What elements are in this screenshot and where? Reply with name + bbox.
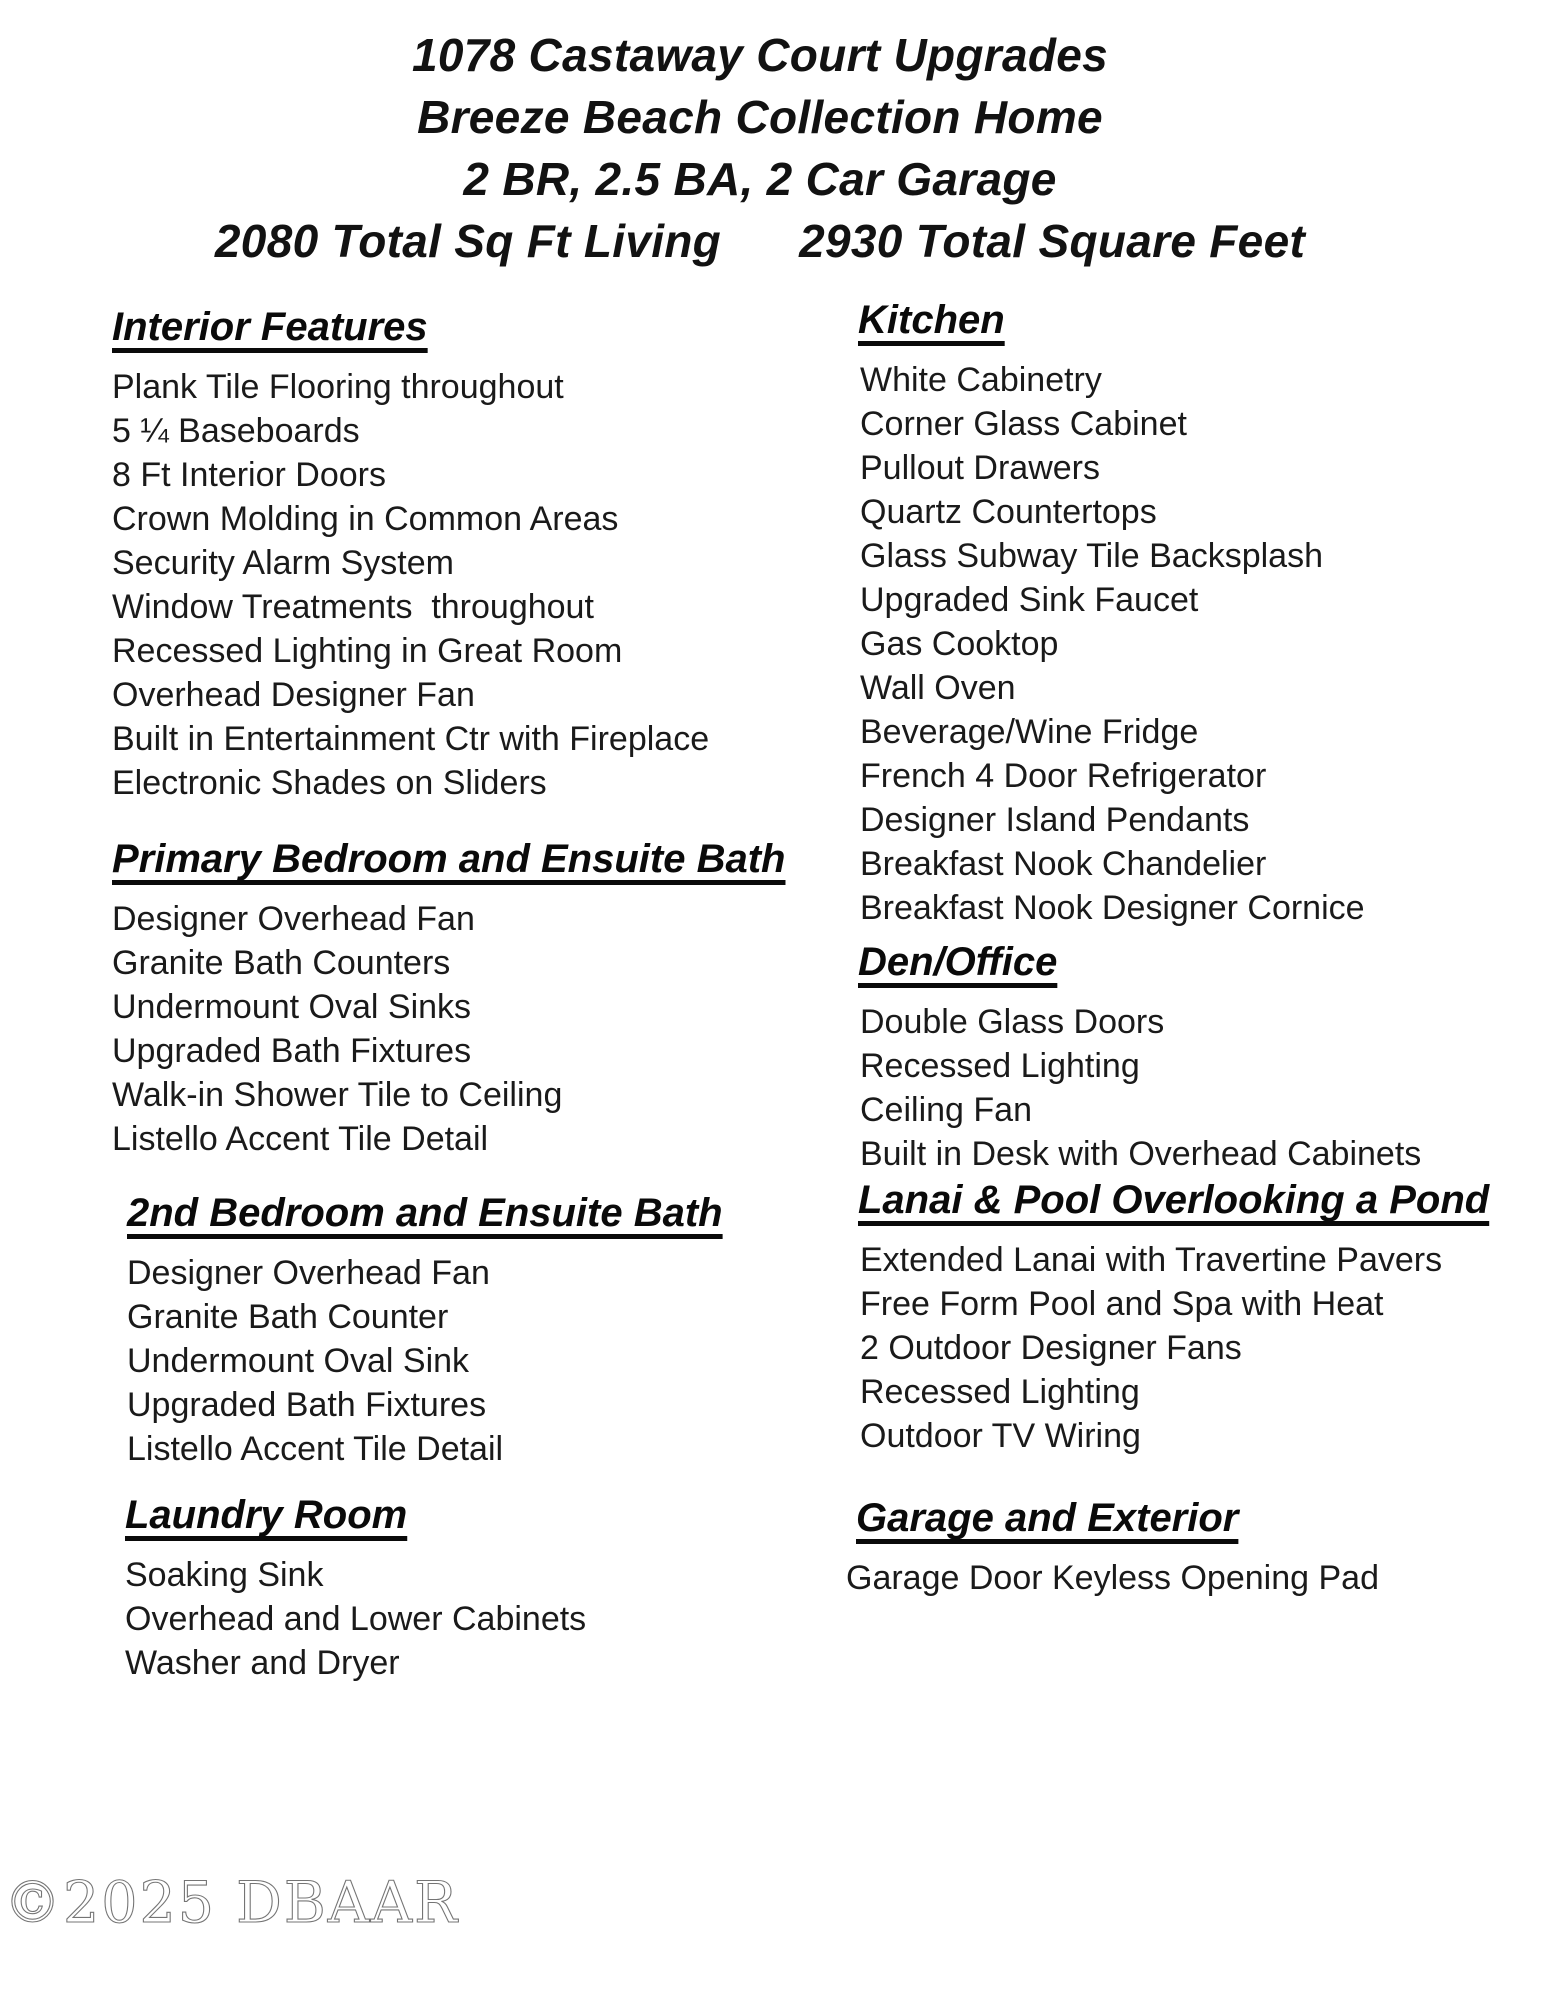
feature-item: Designer Island Pendants [860, 801, 1250, 839]
section-garage-exterior [846, 1494, 1506, 1600]
feature-item: Listello Accent Tile Detail [127, 1430, 504, 1468]
feature-item: Electronic Shades on Sliders [112, 764, 547, 802]
feature-item: Breakfast Nook Chandelier [860, 845, 1267, 883]
section-interior-features [112, 303, 822, 805]
feature-item: Listello Accent Tile Detail [112, 1120, 489, 1158]
section-heading: Primary Bedroom and Ensuite Bath [112, 837, 786, 881]
section-heading: Kitchen [858, 298, 1005, 342]
feature-item: 2 Outdoor Designer Fans [860, 1329, 1242, 1367]
feature-list [112, 897, 822, 1161]
feature-item: Overhead and Lower Cabinets [125, 1600, 587, 1638]
feature-item: Granite Bath Counter [127, 1298, 449, 1336]
feature-item: Upgraded Bath Fixtures [112, 1032, 472, 1070]
feature-item: Window Treatments throughout [112, 588, 594, 626]
feature-item: Recessed Lighting [860, 1047, 1140, 1085]
title-sqft-living: 2080 Total Sq Ft Living [214, 215, 722, 267]
feature-item: Overhead Designer Fan [112, 676, 475, 714]
feature-item: Soaking Sink [125, 1556, 324, 1594]
feature-item: Glass Subway Tile Backsplash [860, 537, 1323, 575]
feature-item: Plank Tile Flooring throughout [112, 368, 564, 406]
feature-item: 8 Ft Interior Doors [112, 456, 386, 494]
title-address: 1078 Castaway Court Upgrades [411, 29, 1109, 81]
section-kitchen [846, 296, 1506, 930]
feature-item: Extended Lanai with Travertine Pavers [860, 1241, 1443, 1279]
feature-list [846, 1556, 1506, 1600]
feature-item: Walk-in Shower Tile to Ceiling [112, 1076, 563, 1114]
feature-list [125, 1553, 822, 1685]
feature-item: Designer Overhead Fan [112, 900, 475, 938]
feature-item: Quartz Countertops [860, 493, 1157, 531]
feature-item: Built in Desk with Overhead Cabinets [860, 1135, 1422, 1173]
feature-item: White Cabinetry [860, 361, 1102, 399]
feature-item: Gas Cooktop [860, 625, 1059, 663]
feature-list [860, 1238, 1506, 1458]
copyright-watermark: ©2025 DBAAR [4, 1870, 460, 1936]
section-primary-bedroom [112, 835, 822, 1161]
feature-list [860, 1000, 1506, 1176]
title-square-footage-line [0, 210, 1520, 272]
feature-item: Washer and Dryer [125, 1644, 400, 1682]
feature-list [127, 1251, 822, 1471]
left-column [112, 303, 822, 1685]
feature-item: 5 ¼ Baseboards [112, 412, 360, 450]
feature-item: Upgraded Bath Fixtures [127, 1386, 487, 1424]
feature-item: Built in Entertainment Ctr with Fireplace [112, 720, 710, 758]
section-lanai-pool [846, 1176, 1506, 1458]
feature-item: Breakfast Nook Designer Cornice [860, 889, 1365, 927]
title-bed-bath-garage: 2 BR, 2.5 BA, 2 Car Garage [463, 153, 1057, 205]
section-second-bedroom [127, 1189, 822, 1471]
section-heading: Lanai & Pool Overlooking a Pond [858, 1178, 1490, 1222]
feature-item: Recessed Lighting in Great Room [112, 632, 623, 670]
feature-item: Granite Bath Counters [112, 944, 451, 982]
feature-item: Beverage/Wine Fridge [860, 713, 1199, 751]
feature-item: Upgraded Sink Faucet [860, 581, 1199, 619]
section-heading: Laundry Room [125, 1493, 408, 1537]
title-sqft-total: 2930 Total Square Feet [799, 215, 1306, 267]
section-heading: Den/Office [858, 940, 1058, 984]
section-heading: Interior Features [112, 305, 428, 349]
document-title-block [0, 24, 1520, 272]
feature-list [112, 365, 822, 805]
feature-item: Designer Overhead Fan [127, 1254, 490, 1292]
right-column [846, 296, 1506, 1600]
feature-item: Undermount Oval Sinks [112, 988, 472, 1026]
feature-item: Ceiling Fan [860, 1091, 1032, 1129]
section-laundry-room [125, 1491, 822, 1685]
feature-item: Recessed Lighting [860, 1373, 1140, 1411]
section-heading: 2nd Bedroom and Ensuite Bath [127, 1191, 723, 1235]
feature-item: Crown Molding in Common Areas [112, 500, 619, 538]
feature-item: Undermount Oval Sink [127, 1342, 470, 1380]
feature-item: Double Glass Doors [860, 1003, 1165, 1041]
feature-item: Outdoor TV Wiring [860, 1417, 1141, 1455]
section-den-office [846, 938, 1506, 1176]
feature-item: Corner Glass Cabinet [860, 405, 1187, 443]
section-heading: Garage and Exterior [856, 1496, 1239, 1540]
feature-item: Free Form Pool and Spa with Heat [860, 1285, 1384, 1323]
feature-item: Garage Door Keyless Opening Pad [846, 1559, 1379, 1597]
feature-item: Wall Oven [860, 669, 1016, 707]
feature-item: Pullout Drawers [860, 449, 1100, 487]
feature-item: French 4 Door Refrigerator [860, 757, 1267, 795]
feature-item: Security Alarm System [112, 544, 454, 582]
feature-list [860, 358, 1506, 930]
title-collection: Breeze Beach Collection Home [417, 91, 1103, 143]
